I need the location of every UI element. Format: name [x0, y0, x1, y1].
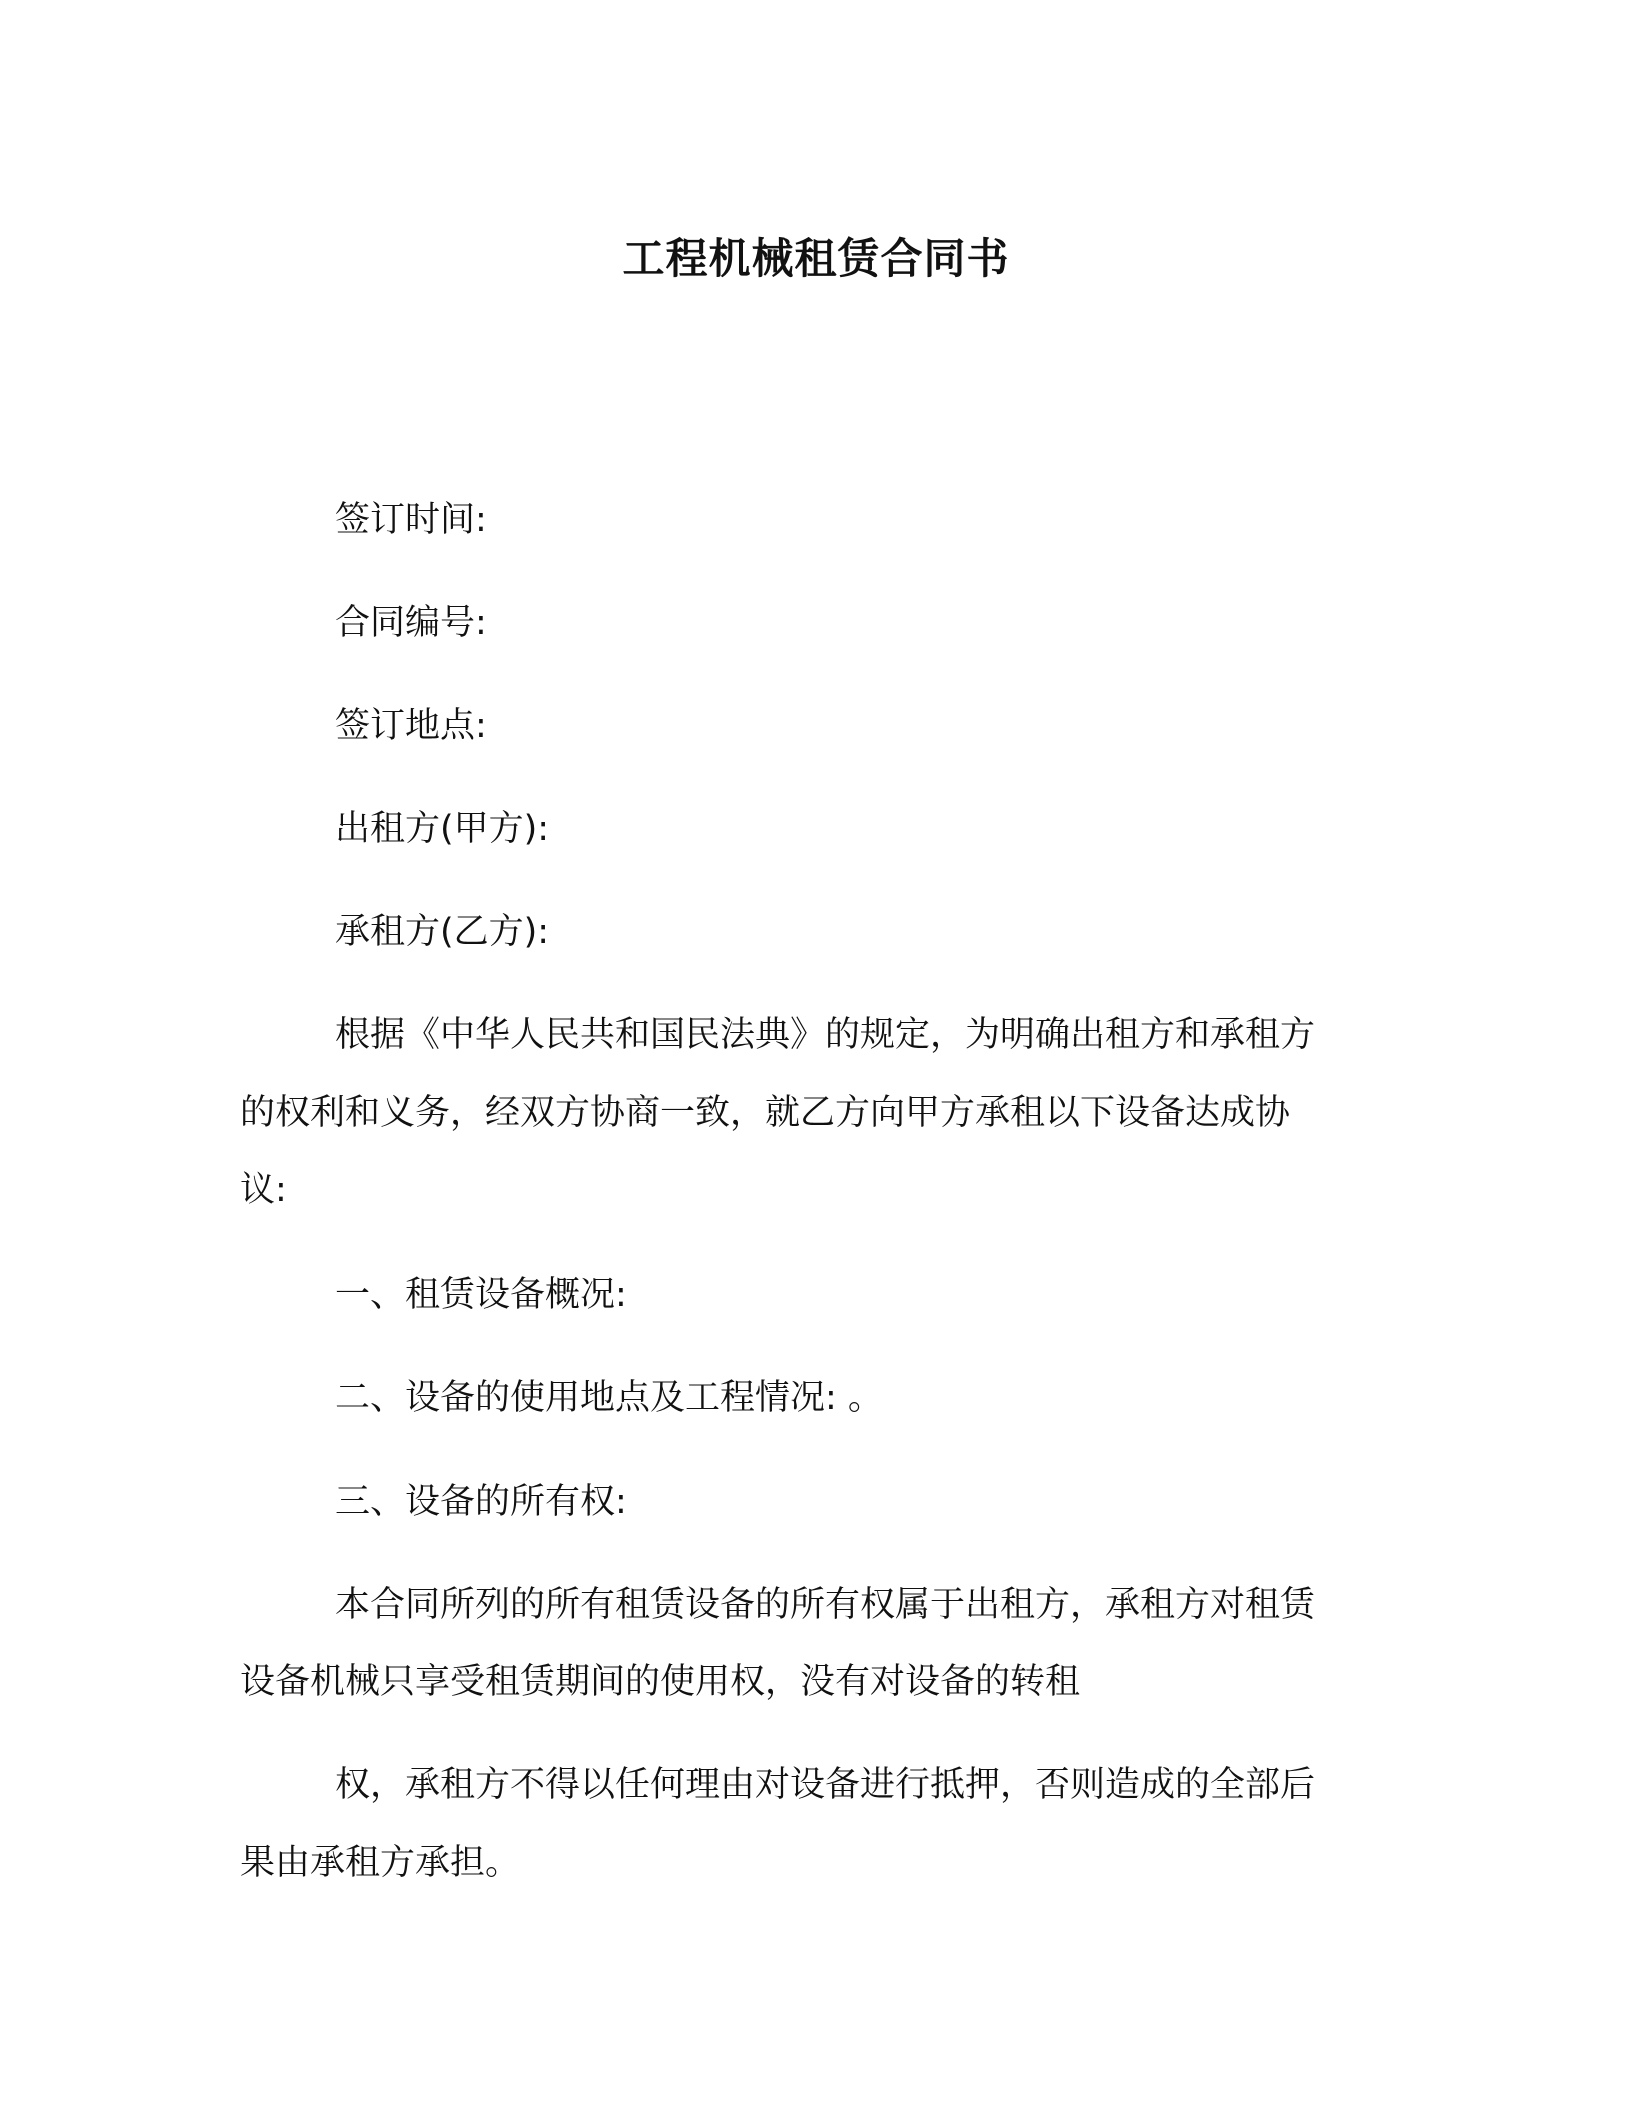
intro-line-2: 的权利和义务，经双方协商一致，就乙方向甲方承租以下设备达成协: [240, 1093, 1291, 1133]
ownership-line-3: 权，承租方不得以任何理由对设备进行抵押，否则造成的全部后: [335, 1765, 1316, 1805]
field-sign-date: 签订时间:: [335, 500, 487, 540]
field-lessee: 承租方(乙方):: [335, 912, 550, 952]
document-title: 工程机械租赁合同书: [622, 234, 1010, 283]
intro-line-1: 根据《中华人民共和国民法典》的规定，为明确出租方和承租方: [335, 1015, 1316, 1055]
ownership-line-4: 果由承租方承担。: [240, 1843, 521, 1883]
ownership-line-1: 本合同所列的所有租赁设备的所有权属于出租方，承租方对租赁: [335, 1585, 1316, 1625]
section-heading-3: 三、设备的所有权:: [335, 1482, 627, 1522]
intro-line-3: 议:: [240, 1170, 287, 1210]
section-heading-2: 二、设备的使用地点及工程情况: 。: [335, 1378, 883, 1418]
field-sign-place: 签订地点:: [335, 706, 487, 746]
field-lessor: 出租方(甲方):: [335, 809, 550, 849]
field-contract-no: 合同编号:: [335, 603, 487, 643]
ownership-line-2: 设备机械只享受租赁期间的使用权，没有对设备的转租: [240, 1662, 1081, 1702]
section-heading-1: 一、租赁设备概况:: [335, 1275, 627, 1315]
